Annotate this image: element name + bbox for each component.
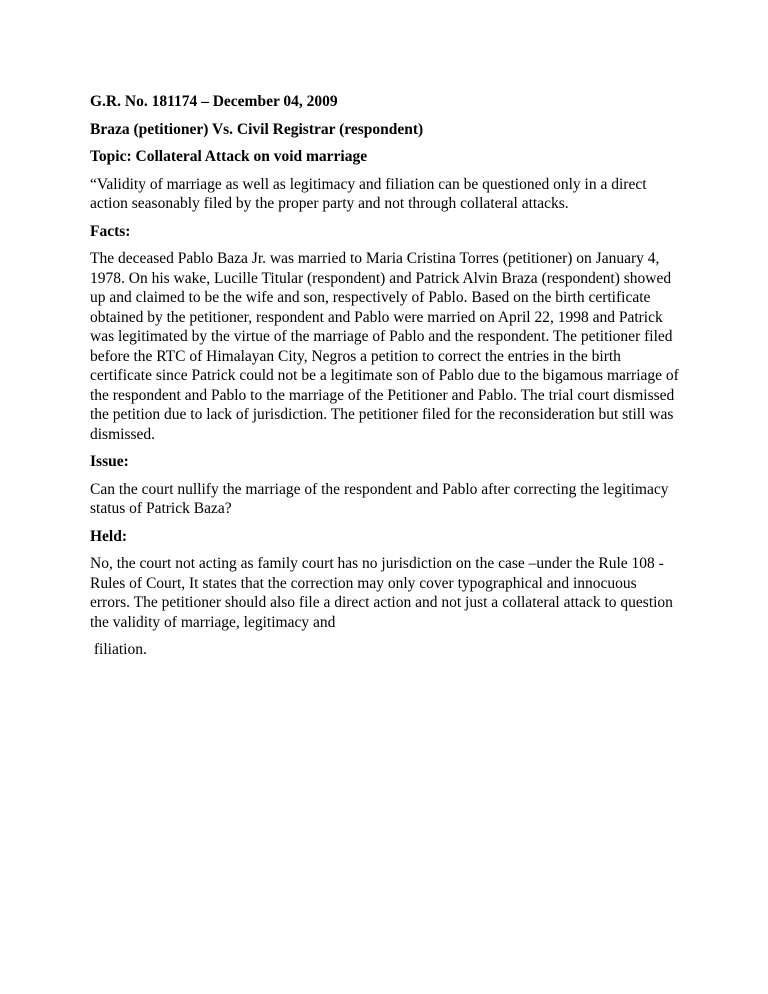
held-heading: Held: xyxy=(90,527,128,545)
held-continuation-paragraph: filiation. xyxy=(90,641,147,658)
issue-heading: Issue: xyxy=(90,453,129,470)
case-topic: Topic: Collateral Attack on void marriage xyxy=(90,148,368,165)
case-number: G.R. No. 181174 – December 04, 2009 xyxy=(90,93,338,110)
facts-heading: Facts: xyxy=(90,222,131,240)
held-paragraph: No, the court not acting as family court has no jurisdiction on the case –under the Rule 108 - Rules of Court, It states that the correction may only cover typographical and innocuous errors. The petitioner should also file a direct action and not just a collateral attack to question the validity of marriage, legitimacy and xyxy=(90,555,677,631)
issue-paragraph: Can the court nullify the marriage of the respondent and Pablo after correcting the legitimacy status of Patrick Baza? xyxy=(90,480,673,517)
case-parties: Braza (petitioner) Vs. Civil Registrar (respondent) xyxy=(90,120,424,138)
doctrine-paragraph: “Validity of marriage as well as legitimacy and filiation can be questioned only in a direct action seasonably filed by the proper party and not through collateral attacks. xyxy=(90,175,651,212)
facts-paragraph: The deceased Pablo Baza Jr. was married to Maria Cristina Torres (petitioner) on January 4, 1978. On his wake, Lucille Titular (respondent) and Patrick Alvin Braza (respondent) showed up and claimed to be the wife and son, respectively of Pablo. Based on the birth certificate obtained by the petitioner, respondent and Pablo were married on April 22, 1998 and Patrick was legitimated by the virtue of the marriage of Pablo and the respondent. The petitioner filed before the RTC of Himalayan City, Negros a petition to correct the entries in the birth certificate since Patrick could not be a legitimate son of Pablo due to the bigamous marriage of the respondent and Pablo to the marriage of the Petitioner and Pablo. The trial court dismissed the petition due to lack of jurisdiction. The petitioner filed for the reconsideration but still was dismissed. xyxy=(90,250,683,443)
